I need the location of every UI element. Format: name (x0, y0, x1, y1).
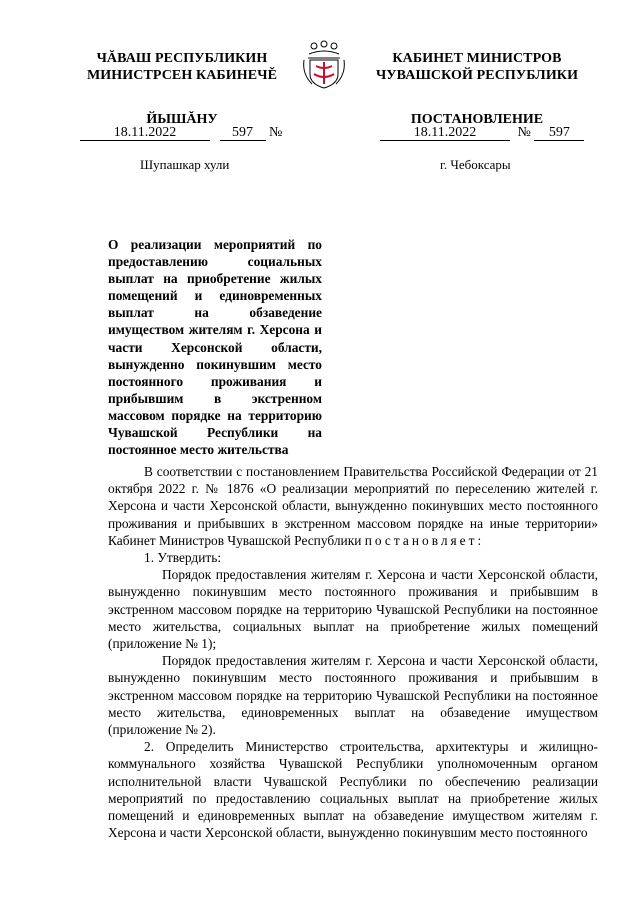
decree-word: постановляет: (364, 532, 485, 548)
paragraph-1 (108, 463, 598, 549)
paragraph-1-text: В соответствии с постановлением Правительства Российской Федерации от 21 октября 2022 г. № 1876 «О реализации мероприятий по переселению жителей г. Херсона и части Херсонской области, вынужденно покинувших место постоянного проживания и прибывших в экстренном массовом порядке на иные территории» Кабинет Министров Чувашской Республики (108, 464, 598, 548)
right-org-line1: КАБИНЕТ МИНИСТРОВ (392, 51, 562, 66)
right-date: 18.11.2022 (380, 125, 510, 141)
left-number: 597 (220, 125, 266, 141)
right-org-line2: ЧУВАШСКОЙ РЕСПУБЛИКИ (375, 68, 579, 83)
right-number: 597 (534, 125, 584, 141)
left-doctype: ЙЫШĂНУ (146, 112, 218, 127)
header-right (352, 50, 602, 128)
left-number-sign: № (269, 125, 283, 140)
left-org-line2: МИНИСТРСЕН КАБИНЕЧĚ (86, 68, 278, 83)
chuvash-coat-of-arms-icon (300, 40, 348, 92)
right-date-number (380, 125, 584, 141)
paragraph-5: 2. Определить Министерство строительства, архитектуры и жилищно-коммунального хозяйства Чувашской Республики уполномоченным органом исполнительной власти Чувашской Республики по обеспечению реализации мероприятий по предоставлению социальных выплат на приобретение жилых помещений и единовременных выплат на обзаведение имуществом жителям г. Херсона и части Херсонской области, вынужденно покинувшим место постоянного (108, 739, 598, 841)
document-title: О реализации мероприятий по предоставлению социальных выплат на приобретение жилых помещений и единовременных выплат на обзаведение имуществом жителям г. Херсона и части Херсонской области, вынужденно покинувшим место постоянного проживания и прибывшим в экстренном массовом порядке на территорию Чувашской Республики на постоянное место жительства (108, 237, 322, 458)
paragraph-3: Порядок предоставления жителям г. Херсона и части Херсонской области, вынужденно покинувшим место постоянного проживания и прибывшим в экстренном массовом порядке на территорию Чувашской Республики на постоянное место жительства, социальных выплат на приобретение жилых помещений (приложение № 1); (108, 567, 598, 652)
city-left: Шупашкар хули (140, 157, 230, 172)
left-org-line1: ЧĂВАШ РЕСПУБЛИКИН (96, 51, 268, 66)
left-date-number (80, 125, 282, 141)
left-date: 18.11.2022 (80, 125, 210, 141)
right-number-sign: № (517, 125, 531, 140)
city-right: г. Чебоксары (440, 157, 511, 172)
paragraph-2: 1. Утвердить: (144, 550, 222, 566)
right-doctype: ПОСТАНОВЛЕНИЕ (410, 112, 544, 127)
document-body (108, 463, 598, 841)
header-left (72, 50, 292, 128)
paragraph-4: Порядок предоставления жителям г. Херсона и части Херсонской области, вынужденно покинувшим место постоянного проживания и прибывшим в экстренном массовом порядке на территорию Чувашской Республики на постоянное место жительства, единовременных выплат на обзаведение имуществом (приложение № 2). (108, 653, 598, 738)
